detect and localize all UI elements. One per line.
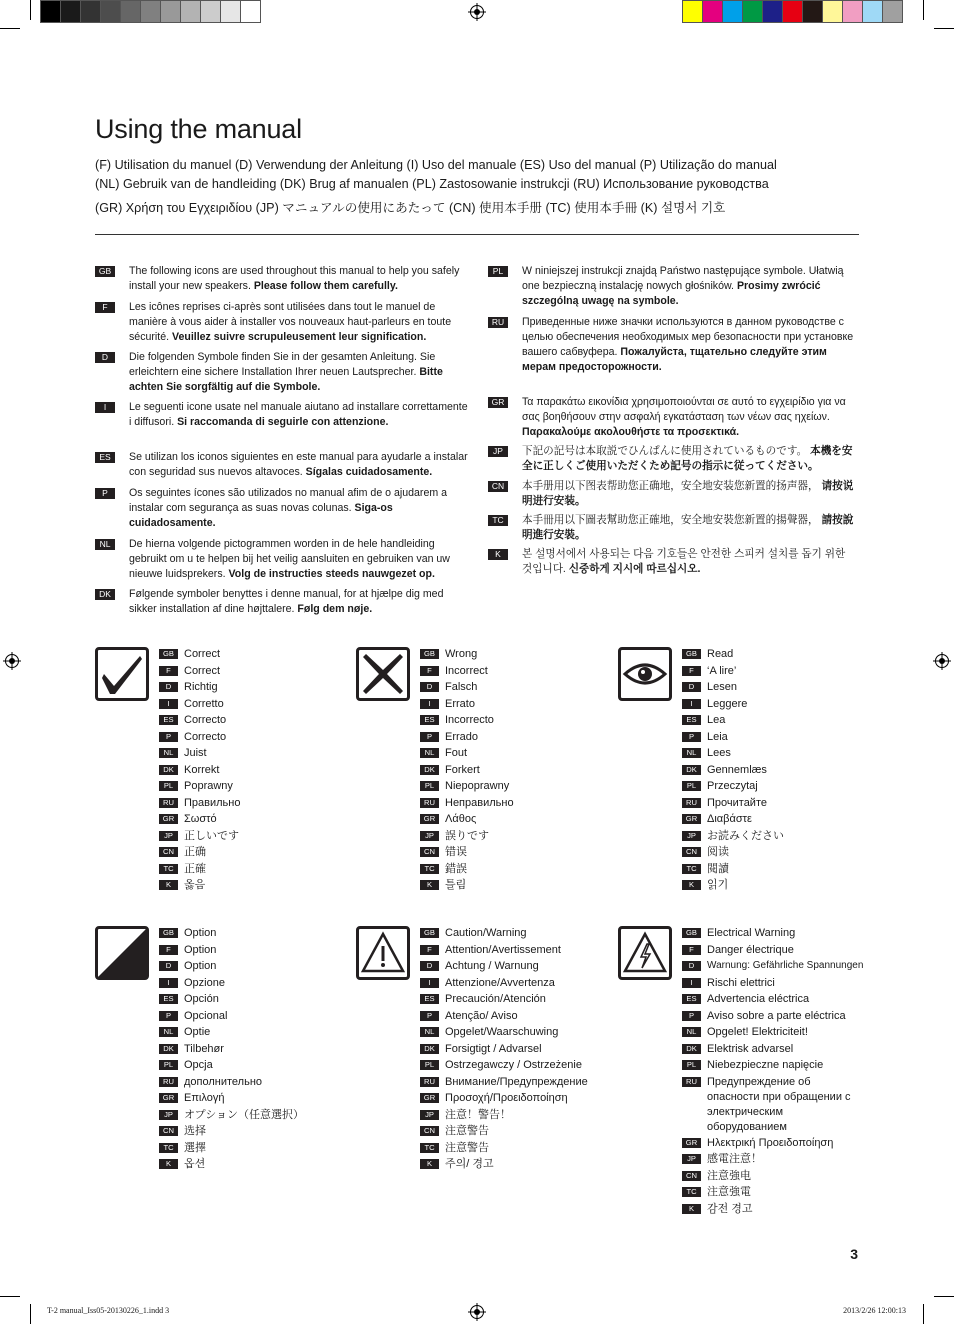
legend-label: Elektrisk advarsel bbox=[707, 1042, 794, 1055]
language-badge: JP bbox=[159, 1110, 178, 1120]
color-swatch bbox=[803, 0, 823, 23]
legend-label: Przeczytaj bbox=[707, 780, 758, 792]
legend-label: Forkert bbox=[445, 763, 480, 776]
language-badge: I bbox=[95, 402, 115, 413]
legend-label: Richtig bbox=[184, 681, 218, 693]
language-badge: I bbox=[682, 699, 701, 709]
intro-text bbox=[522, 264, 858, 309]
intro-body: Le seguenti icone usate nel manuale aiutano ad installare correttamente i diffusori. bbox=[129, 401, 468, 428]
legend-label: 正確 bbox=[184, 862, 206, 875]
intro-text bbox=[129, 486, 469, 531]
legend-label: Λάθος bbox=[445, 813, 477, 825]
language-badge: GB bbox=[420, 928, 439, 938]
legend-label: 注意警告 bbox=[445, 1125, 489, 1137]
legend-label: Atenção/ Aviso bbox=[445, 1009, 518, 1022]
legend-label: 주의/ 경고 bbox=[445, 1158, 494, 1170]
language-badge: JP bbox=[420, 1110, 439, 1120]
intro-body: Les icônes reprises ci-après sont utilisées dans tout le manuel de manière à vous aider à installer vos nouveaux haut-parleurs en toute sécurité. bbox=[129, 301, 452, 343]
legend-label: 옳음 bbox=[184, 879, 206, 891]
color-swatch bbox=[783, 0, 803, 23]
legend-label: Прочитайте bbox=[707, 796, 767, 809]
intro-body: W niniejszej instrukcji znajdą Państwo następujące symbole. Ułatwią one bezpieczną instalację nowych głośników. bbox=[522, 265, 844, 292]
registration-mark-icon bbox=[468, 3, 486, 21]
intro-emphasis: 请按说明进行安装。 bbox=[522, 480, 854, 507]
warning-icon bbox=[356, 926, 410, 980]
language-badge: NL bbox=[159, 748, 178, 758]
footer-file-info: T-2 manual_Iss05-20130226_1.indd 3 bbox=[47, 1306, 170, 1315]
language-badge: CN bbox=[420, 847, 439, 857]
language-badge: P bbox=[682, 732, 701, 742]
color-swatch bbox=[201, 0, 221, 23]
language-badge: TC bbox=[682, 1187, 701, 1197]
language-badge: D bbox=[420, 961, 439, 971]
legend-label: Επιλογή bbox=[184, 1092, 225, 1104]
language-badge: RU bbox=[159, 798, 178, 808]
legend-label: Предупреждение об опасности при обращении с электрическим оборудованием bbox=[707, 1075, 851, 1133]
legend-label: дополнительно bbox=[184, 1075, 263, 1088]
language-badge: ES bbox=[682, 715, 701, 725]
color-swatch bbox=[763, 0, 783, 23]
legend-label: 注意強電 bbox=[707, 1186, 751, 1199]
language-badge: CN bbox=[420, 1126, 439, 1136]
legend-label: 옵션 bbox=[184, 1158, 206, 1170]
color-swatch bbox=[723, 0, 743, 23]
legend-label: Precaución/Atención bbox=[445, 993, 546, 1005]
gray-swatch-bar bbox=[40, 0, 261, 22]
legend-label: Opcja bbox=[184, 1059, 213, 1071]
legend-label: Leggere bbox=[707, 697, 748, 710]
subtitle-line: (GR) Χρήση του Εγχειριδίου (JP) マニュアルの使用にあたって (CN) 使用本手册 (TC) 使用本手冊 (K) 설명서 기호 bbox=[95, 201, 726, 215]
registration-mark-icon bbox=[3, 652, 21, 670]
color-swatch bbox=[843, 0, 863, 23]
legend-label: Opcional bbox=[184, 1009, 228, 1022]
legend-label: Fout bbox=[445, 747, 468, 759]
page-number: 3 bbox=[850, 1246, 858, 1262]
crop-mark bbox=[30, 1304, 31, 1324]
color-swatch bbox=[101, 0, 121, 23]
legend-label: Aviso sobre a parte eléctrica bbox=[707, 1009, 846, 1022]
legend-label: Optie bbox=[184, 1026, 211, 1038]
language-badge: TC bbox=[420, 864, 439, 874]
intro-text bbox=[129, 400, 469, 430]
legend-label: 誤りです bbox=[445, 829, 489, 842]
legend-label: お読みください bbox=[707, 829, 784, 842]
legend-label: Lea bbox=[707, 714, 726, 726]
color-swatch bbox=[743, 0, 763, 23]
intro-emphasis: 請按說明進行安裝。 bbox=[522, 514, 854, 541]
language-badge: ES bbox=[159, 715, 178, 725]
legend-label: Leia bbox=[707, 730, 728, 743]
legend-label: Lesen bbox=[707, 681, 737, 693]
language-badge: DK bbox=[682, 1044, 701, 1054]
language-badge: JP bbox=[420, 831, 439, 841]
legend-label: Tilbehør bbox=[184, 1042, 224, 1055]
legend-label: 感電注意！ bbox=[707, 1153, 762, 1166]
language-badge: K bbox=[682, 880, 701, 890]
legend-label: Opción bbox=[184, 993, 219, 1005]
legend-label: Неправильно bbox=[445, 796, 514, 809]
language-badge: TC bbox=[159, 864, 178, 874]
language-badge: F bbox=[420, 945, 439, 955]
language-badge: I bbox=[159, 699, 178, 709]
legend-label: Errato bbox=[445, 697, 475, 710]
language-badge: RU bbox=[420, 1077, 439, 1087]
language-badge: P bbox=[159, 1011, 178, 1021]
language-badge: GB bbox=[159, 649, 178, 659]
color-swatch bbox=[823, 0, 843, 23]
intro-emphasis: Παρακαλούμε ακολουθήστε τα προσεκτικά. bbox=[522, 426, 740, 438]
language-badge: DK bbox=[159, 765, 178, 775]
language-badge: D bbox=[420, 682, 439, 692]
language-badge: JP bbox=[682, 1154, 701, 1164]
intro-text bbox=[522, 547, 858, 577]
language-badge: DK bbox=[95, 589, 115, 600]
color-swatch bbox=[61, 0, 81, 23]
legend-label: 틀림 bbox=[445, 879, 467, 891]
legend-label: Poprawny bbox=[184, 780, 233, 792]
language-badge: CN bbox=[159, 847, 178, 857]
legend-label: Option bbox=[184, 943, 217, 956]
footer-timestamp: 2013/2/26 12:00:13 bbox=[843, 1306, 906, 1315]
language-badge: JP bbox=[159, 831, 178, 841]
language-badge: GR bbox=[420, 814, 439, 824]
language-badge: NL bbox=[420, 1027, 439, 1037]
legend-label: Correct bbox=[184, 664, 221, 677]
legend-label: 注意！警告！ bbox=[445, 1108, 511, 1121]
language-badge: RU bbox=[682, 1077, 701, 1087]
language-badge: CN bbox=[159, 1126, 178, 1136]
legend-label: Ηλεκτρική Προειδοποίηση bbox=[707, 1136, 834, 1149]
legend-label: Electrical Warning bbox=[707, 927, 796, 939]
intro-body: 본 설명서에서 사용되는 다음 기호들은 안전한 스피커 설치를 돕기 위한 것입니다. bbox=[522, 548, 846, 575]
legend-label: Option bbox=[184, 960, 217, 972]
language-badge: CN bbox=[488, 481, 508, 492]
language-badge: CN bbox=[682, 847, 701, 857]
option-icon bbox=[95, 926, 149, 980]
language-badge: F bbox=[682, 945, 701, 955]
intro-text bbox=[129, 450, 469, 480]
language-badge: RU bbox=[488, 317, 508, 328]
cross-icon bbox=[356, 647, 410, 701]
language-badge: PL bbox=[420, 781, 439, 791]
language-badge: GR bbox=[682, 814, 701, 824]
legend-label: オプション（任意選択） bbox=[184, 1108, 305, 1121]
language-badge: DK bbox=[159, 1044, 178, 1054]
language-badge: TC bbox=[682, 864, 701, 874]
crop-mark bbox=[0, 1296, 20, 1297]
legend-label: 选择 bbox=[184, 1125, 206, 1137]
language-badge: TC bbox=[159, 1143, 178, 1153]
color-swatch bbox=[221, 0, 241, 23]
language-badge: DK bbox=[682, 765, 701, 775]
intro-body: Приведенные ниже значки используются в данном руководстве с целью обеспечения необходимых мер безопасности при установке вашего сабвуфера. bbox=[522, 316, 854, 358]
crop-mark bbox=[923, 0, 924, 20]
intro-body: De hierna volgende pictogrammen worden in de hele handleiding gebruikt om u te helpen bij het veilig aansluiten en gebruiken van uw nieuwe luidsprekers. bbox=[129, 538, 450, 580]
language-badge: F bbox=[159, 666, 178, 676]
language-badge: PL bbox=[420, 1060, 439, 1070]
intro-body: Se utilizan los iconos siguientes en este manual para ayudarle a instalar con seguridad sus nuevos altavoces. bbox=[129, 451, 468, 478]
crop-mark bbox=[923, 1304, 924, 1324]
intro-body: Følgende symboler benyttes i denne manual, for at hjælpe dig med sikker installation af dine højttalere. bbox=[129, 588, 444, 615]
intro-body: Die folgenden Symbole finden Sie in der gesamten Anleitung. Sie erleichtern eine sichere Installation Ihrer neuen Lautsprecher. bbox=[129, 351, 436, 378]
color-swatch bbox=[863, 0, 883, 23]
intro-emphasis: Sígalas cuidadosamente. bbox=[305, 466, 433, 478]
color-swatch bbox=[40, 0, 61, 23]
language-badge: GB bbox=[420, 649, 439, 659]
language-badge: D bbox=[159, 682, 178, 692]
legend-label: Advertencia eléctrica bbox=[707, 993, 810, 1005]
crop-mark bbox=[30, 0, 31, 20]
intro-text bbox=[129, 300, 469, 345]
legend-label: 注意強电 bbox=[707, 1169, 751, 1182]
intro-emphasis: 本機を安全に正しくご使用いただくため記号の指示に従ってください。 bbox=[522, 445, 853, 472]
language-badge: GR bbox=[682, 1138, 701, 1148]
legend-label: 閱讀 bbox=[707, 862, 729, 875]
intro-emphasis: Bitte achten Sie sorgfältig auf die Symbole. bbox=[129, 366, 443, 393]
legend-label: Attenzione/Avvertenza bbox=[445, 976, 555, 989]
legend-label: Correcto bbox=[184, 730, 227, 743]
color-swatch bbox=[141, 0, 161, 23]
intro-text bbox=[129, 350, 469, 395]
language-badge: GB bbox=[682, 928, 701, 938]
electrical-warning-icon bbox=[618, 926, 672, 980]
intro-text bbox=[129, 537, 469, 582]
language-badge: PL bbox=[159, 1060, 178, 1070]
language-badge: F bbox=[682, 666, 701, 676]
language-badge: PL bbox=[682, 1060, 701, 1070]
language-badge: P bbox=[95, 488, 115, 499]
language-badge: P bbox=[420, 1011, 439, 1021]
intro-body: Os seguintes ícones são utilizados no manual afim de o ajudarem a instalar com segurança as suas novas colunas. bbox=[129, 487, 447, 514]
legend-label: Correcto bbox=[184, 714, 227, 726]
language-badge: PL bbox=[159, 781, 178, 791]
language-badge: K bbox=[159, 1159, 178, 1169]
language-badge: DK bbox=[420, 765, 439, 775]
legend-label: Read bbox=[707, 648, 734, 660]
language-badge: GR bbox=[159, 814, 178, 824]
legend-label: Incorrecto bbox=[445, 714, 494, 726]
language-badge: DK bbox=[420, 1044, 439, 1054]
language-badge: JP bbox=[488, 446, 508, 457]
legend-label: 錯誤 bbox=[445, 862, 467, 875]
divider bbox=[95, 234, 859, 235]
subtitle-line: (F) Utilisation du manuel (D) Verwendung der Anleitung (I) Uso del manuale (ES) Uso del manual (P) Utilização do manual bbox=[95, 158, 777, 172]
legend-label: Niebezpieczne napięcie bbox=[707, 1059, 824, 1071]
language-badge: K bbox=[420, 880, 439, 890]
language-badge: I bbox=[420, 978, 439, 988]
legend-label: ‘A lire’ bbox=[707, 664, 737, 677]
language-badge: RU bbox=[420, 798, 439, 808]
legend-label: 注意警告 bbox=[445, 1141, 489, 1154]
legend-label: 읽기 bbox=[707, 879, 729, 891]
legend-label: Korrekt bbox=[184, 763, 220, 776]
intro-text bbox=[129, 587, 469, 617]
intro-text bbox=[522, 513, 858, 543]
intro-text bbox=[522, 444, 858, 474]
eye-icon bbox=[618, 647, 672, 701]
language-badge: ES bbox=[95, 452, 115, 463]
registration-mark-icon bbox=[933, 652, 951, 670]
intro-emphasis: Siga-os cuidadosamente. bbox=[129, 502, 393, 529]
color-swatch bbox=[161, 0, 181, 23]
color-swatch-bar bbox=[682, 0, 903, 22]
color-swatch bbox=[241, 0, 261, 23]
language-badge: NL bbox=[682, 748, 701, 758]
crop-mark bbox=[934, 28, 954, 29]
legend-label: Wrong bbox=[445, 648, 478, 660]
language-badge: K bbox=[420, 1159, 439, 1169]
legend-label: Opzione bbox=[184, 976, 225, 989]
language-badge: K bbox=[682, 1204, 701, 1214]
language-badge: ES bbox=[682, 994, 701, 1004]
language-badge: K bbox=[159, 880, 178, 890]
intro-emphasis: 신중하게 지시에 따르십시오. bbox=[568, 563, 701, 575]
legend-label: 正确 bbox=[184, 846, 206, 858]
legend-label: 正しいです bbox=[184, 829, 239, 842]
language-badge: I bbox=[682, 978, 701, 988]
language-badge: GR bbox=[420, 1093, 439, 1103]
intro-text bbox=[522, 395, 858, 440]
language-badge: RU bbox=[159, 1077, 178, 1087]
intro-emphasis: Volg de instructies steeds nauwgezet op. bbox=[228, 568, 435, 580]
language-badge: D bbox=[682, 961, 701, 971]
legend-label: Option bbox=[184, 927, 217, 939]
intro-text bbox=[129, 264, 469, 294]
language-badge: I bbox=[159, 978, 178, 988]
legend-label: Gennemlæs bbox=[707, 763, 767, 776]
language-badge: ES bbox=[159, 994, 178, 1004]
language-badge: RU bbox=[682, 798, 701, 808]
legend-label: Falsch bbox=[445, 681, 478, 693]
legend-label: 阅读 bbox=[707, 846, 729, 858]
language-badge: NL bbox=[159, 1027, 178, 1037]
check-icon bbox=[95, 647, 149, 701]
legend-label: Incorrect bbox=[445, 664, 488, 677]
color-swatch bbox=[181, 0, 201, 23]
legend-label: Внимание/Предупреждение bbox=[445, 1075, 588, 1088]
intro-emphasis: Følg dem nøje. bbox=[297, 603, 373, 615]
language-badge: PL bbox=[488, 266, 508, 277]
legend-label: 감전 경고 bbox=[707, 1202, 753, 1215]
intro-text bbox=[522, 315, 858, 375]
legend-label: Forsigtigt / Advarsel bbox=[445, 1042, 542, 1055]
language-badge: GB bbox=[682, 649, 701, 659]
language-badge: F bbox=[95, 302, 115, 313]
language-badge: F bbox=[420, 666, 439, 676]
language-badge: ES bbox=[420, 715, 439, 725]
intro-body: 本手冊用以下圖表幫助您正確地，安全地安裝您新置的揚聲器， bbox=[522, 514, 822, 526]
color-swatch bbox=[121, 0, 141, 23]
legend-label: Danger électrique bbox=[707, 943, 794, 956]
legend-label: Attention/Avertissement bbox=[445, 943, 561, 956]
language-badge: D bbox=[95, 352, 115, 363]
intro-body: 本手册用以下图表帮助您正确地，安全地安装您新置的扬声器， bbox=[522, 480, 822, 492]
legend-label: Σωστό bbox=[184, 813, 217, 825]
color-swatch bbox=[703, 0, 723, 23]
language-badge: NL bbox=[682, 1027, 701, 1037]
color-swatch bbox=[682, 0, 703, 23]
intro-emphasis: Please follow them carefully. bbox=[253, 280, 398, 292]
language-badge: P bbox=[420, 732, 439, 742]
language-badge: D bbox=[682, 682, 701, 692]
language-badge: GR bbox=[159, 1093, 178, 1103]
crop-mark bbox=[934, 1296, 954, 1297]
language-badge: D bbox=[159, 961, 178, 971]
subtitle-line: (NL) Gebruik van de handleiding (DK) Brug af manualen (PL) Zastosowanie instrukcji (RU) Использование руководства bbox=[95, 177, 769, 191]
legend-label: Correct bbox=[184, 648, 221, 660]
intro-emphasis: Пожалуйста, тщательно следуйте этим мерам предосторожности. bbox=[522, 346, 827, 373]
language-badge: P bbox=[159, 732, 178, 742]
intro-body: The following icons are used throughout this manual to help you safely install your new speakers. bbox=[129, 265, 460, 292]
legend-label: Προσοχή/Προειδοποίηση bbox=[445, 1092, 568, 1104]
language-badge: CN bbox=[682, 1171, 701, 1181]
intro-body: 下記の記号は本取説でひんぱんに使用されているものです。 bbox=[522, 445, 811, 457]
language-badge: TC bbox=[488, 515, 508, 526]
language-badge: ES bbox=[420, 994, 439, 1004]
color-swatch bbox=[81, 0, 101, 23]
language-badge: NL bbox=[95, 539, 115, 550]
legend-label: Правильно bbox=[184, 796, 241, 809]
language-badge: TC bbox=[420, 1143, 439, 1153]
language-badge: GB bbox=[95, 266, 115, 277]
language-badge: GR bbox=[488, 397, 508, 408]
legend-label: Rischi elettrici bbox=[707, 976, 775, 989]
registration-mark-icon bbox=[468, 1303, 486, 1321]
language-badge: K bbox=[488, 549, 508, 560]
legend-label: Corretto bbox=[184, 697, 224, 710]
legend-label: Errado bbox=[445, 730, 479, 743]
intro-emphasis: Veuillez suivre scrupuleusement leur signification. bbox=[171, 331, 427, 343]
language-badge: I bbox=[420, 699, 439, 709]
crop-mark bbox=[0, 28, 20, 29]
intro-emphasis: Si raccomanda di seguirle con attenzione. bbox=[177, 416, 389, 428]
legend-label: 選擇 bbox=[184, 1141, 206, 1154]
legend-label: Niepoprawny bbox=[445, 780, 510, 792]
legend-label: Lees bbox=[707, 747, 731, 759]
legend-label: Juist bbox=[184, 747, 207, 759]
legend-label: Ostrzegawczy / Ostrzeżenie bbox=[445, 1059, 582, 1071]
legend-label: Opgelet! Elektriciteit! bbox=[707, 1026, 808, 1038]
intro-emphasis: Prosimy zwrócić szczególną uwagę na symbole. bbox=[522, 280, 821, 307]
intro-body: Τα παρακάτω εικονίδια χρησιμοποιούνται σε αυτό το εγχειρίδιο για να σας βοηθήσουν στην ασφαλή εγκατάσταση των νέων σας ηχείων. bbox=[522, 396, 846, 423]
legend-label: Διαβάστε bbox=[707, 813, 752, 825]
language-badge: PL bbox=[682, 781, 701, 791]
language-badge: JP bbox=[682, 831, 701, 841]
legend-label: Opgelet/Waarschuwing bbox=[445, 1026, 559, 1038]
legend-label: 错误 bbox=[445, 846, 467, 858]
color-swatch bbox=[883, 0, 903, 23]
language-badge: GB bbox=[159, 928, 178, 938]
legend-label: Achtung / Warnung bbox=[445, 960, 539, 972]
page-title: Using the manual bbox=[95, 114, 302, 144]
legend-label: Warnung: Gefährliche Spannungen bbox=[707, 960, 864, 971]
language-badge: NL bbox=[420, 748, 439, 758]
language-badge: P bbox=[682, 1011, 701, 1021]
language-badge: F bbox=[159, 945, 178, 955]
intro-text bbox=[522, 479, 858, 509]
legend-label: Caution/Warning bbox=[445, 927, 527, 939]
